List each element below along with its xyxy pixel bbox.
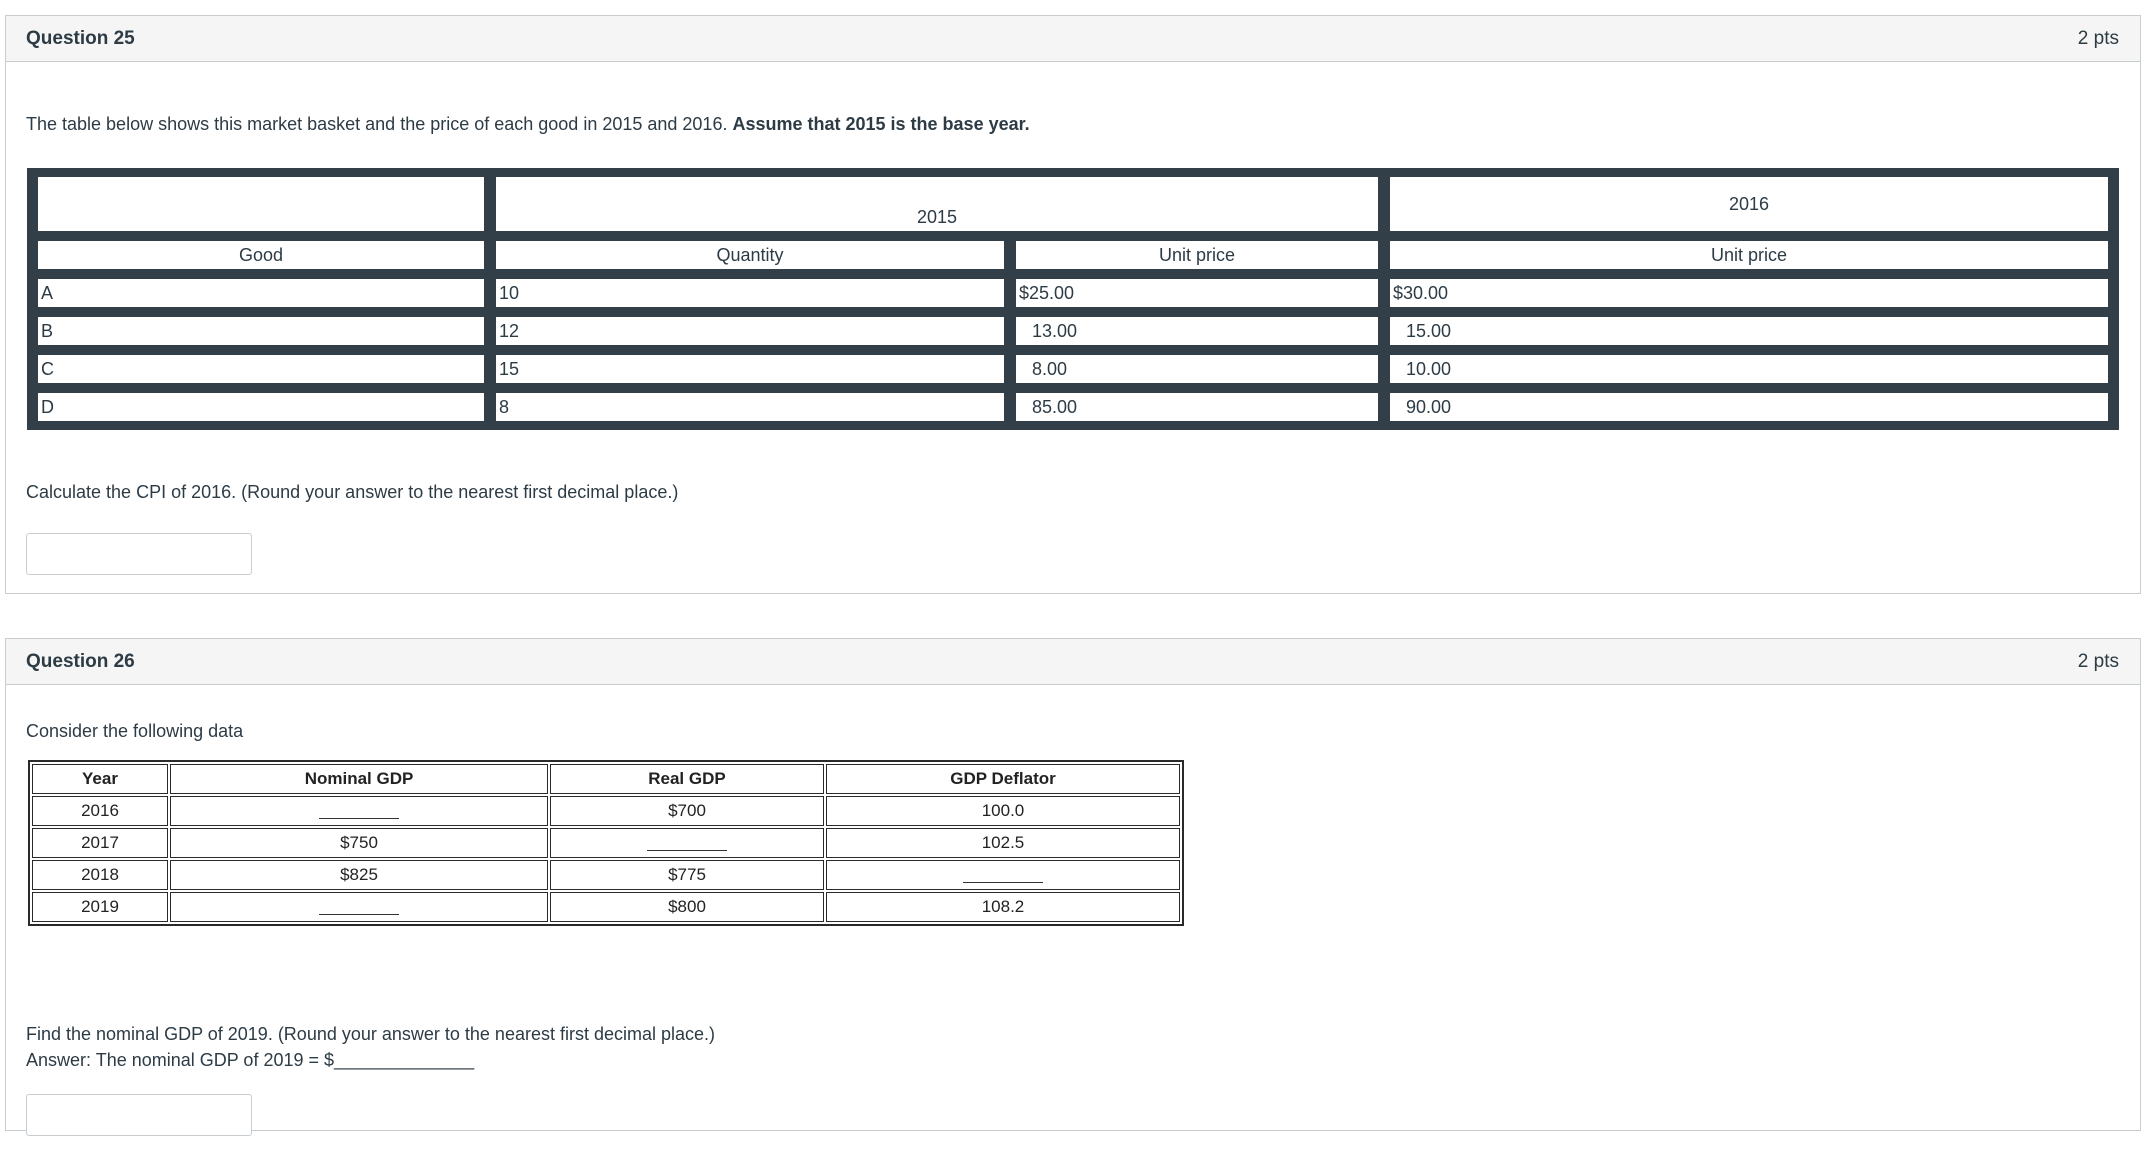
question-answer-line: Answer: The nominal GDP of 2019 = $______________ — [26, 1050, 475, 1070]
col-header-quantity: Quantity — [495, 240, 1005, 270]
col-header-unit-price-2016: Unit price — [1389, 240, 2109, 270]
col-header-gdp-deflator: GDP Deflator — [826, 764, 1180, 794]
table-year-row — [37, 176, 2109, 232]
col-header-nominal-gdp: Nominal GDP — [170, 764, 548, 794]
cell-quantity: 12 — [495, 316, 1005, 346]
cell-gdp-deflator: 102.5 — [826, 828, 1180, 858]
cell-year: 2017 — [32, 828, 168, 858]
table-row — [32, 892, 1180, 922]
cell-quantity: 8 — [495, 392, 1005, 422]
cell-price-2015: 8.00 — [1015, 354, 1379, 384]
question-title: Question 25 — [26, 27, 135, 49]
question-intro: Consider the following data — [26, 721, 244, 741]
col-header-year: Year — [32, 764, 168, 794]
question-title: Question 26 — [26, 650, 135, 672]
cell-good: B — [37, 316, 485, 346]
question-header — [6, 16, 2140, 62]
question-header — [6, 639, 2140, 685]
table-row — [37, 354, 2109, 384]
blank-line — [647, 837, 727, 851]
intro-bold-text: Assume that 2015 is the base year. — [732, 114, 1030, 134]
table-row — [37, 392, 2109, 422]
cell-gdp-deflator-blank — [826, 860, 1180, 890]
cell-quantity: 15 — [495, 354, 1005, 384]
cell-price-2015: 85.00 — [1015, 392, 1379, 422]
cell-good: A — [37, 278, 485, 308]
cell-real-gdp-blank — [550, 828, 824, 858]
col-header-good: Good — [37, 240, 485, 270]
cell-nominal-gdp-blank — [170, 892, 548, 922]
cell-year: 2018 — [32, 860, 168, 890]
answer-input[interactable] — [26, 533, 252, 575]
table-row — [32, 860, 1180, 890]
cell-real-gdp: $800 — [550, 892, 824, 922]
market-basket-table — [27, 168, 2119, 430]
cell-price-2016: 90.00 — [1389, 392, 2109, 422]
cell-price-2016: 10.00 — [1389, 354, 2109, 384]
table-row — [32, 796, 1180, 826]
cell-nominal-gdp-blank — [170, 796, 548, 826]
table-year-2016: 2016 — [1389, 176, 2109, 232]
question-25 — [5, 15, 2141, 594]
cell-gdp-deflator: 100.0 — [826, 796, 1180, 826]
question-prompt: Calculate the CPI of 2016. (Round your answer to the nearest first decimal place.) — [26, 482, 679, 502]
blank-line — [319, 901, 399, 915]
cell-year: 2019 — [32, 892, 168, 922]
cell-real-gdp: $775 — [550, 860, 824, 890]
question-points: 2 pts — [2077, 27, 2119, 49]
cell-price-2016: 15.00 — [1389, 316, 2109, 346]
cell-year: 2016 — [32, 796, 168, 826]
cell-nominal-gdp: $750 — [170, 828, 548, 858]
cell-good: D — [37, 392, 485, 422]
question-intro — [26, 111, 1030, 137]
cell-price-2016: $30.00 — [1389, 278, 2109, 308]
table-row — [37, 278, 2109, 308]
gdp-table — [28, 760, 1184, 926]
cell-price-2015: $25.00 — [1015, 278, 1379, 308]
table-row — [32, 828, 1180, 858]
table-row — [37, 316, 2109, 346]
answer-input[interactable] — [26, 1094, 252, 1136]
col-header-real-gdp: Real GDP — [550, 764, 824, 794]
intro-text: The table below shows this market basket and the price of each good in 2015 and 2016. — [26, 114, 733, 134]
question-26 — [5, 638, 2141, 1131]
cell-real-gdp: $700 — [550, 796, 824, 826]
question-points: 2 pts — [2077, 650, 2119, 672]
table-header-row — [32, 764, 1180, 794]
cell-quantity: 10 — [495, 278, 1005, 308]
cell-good: C — [37, 354, 485, 384]
blank-line — [963, 869, 1043, 883]
blank-line — [319, 805, 399, 819]
question-prompt: Find the nominal GDP of 2019. (Round your answer to the nearest first decimal place.) — [26, 1024, 716, 1044]
cell-price-2015: 13.00 — [1015, 316, 1379, 346]
table-empty-cell — [37, 176, 485, 232]
table-year-2015: 2015 — [495, 176, 1379, 232]
cell-nominal-gdp: $825 — [170, 860, 548, 890]
table-header-row — [37, 240, 2109, 270]
col-header-unit-price-2015: Unit price — [1015, 240, 1379, 270]
cell-gdp-deflator: 108.2 — [826, 892, 1180, 922]
